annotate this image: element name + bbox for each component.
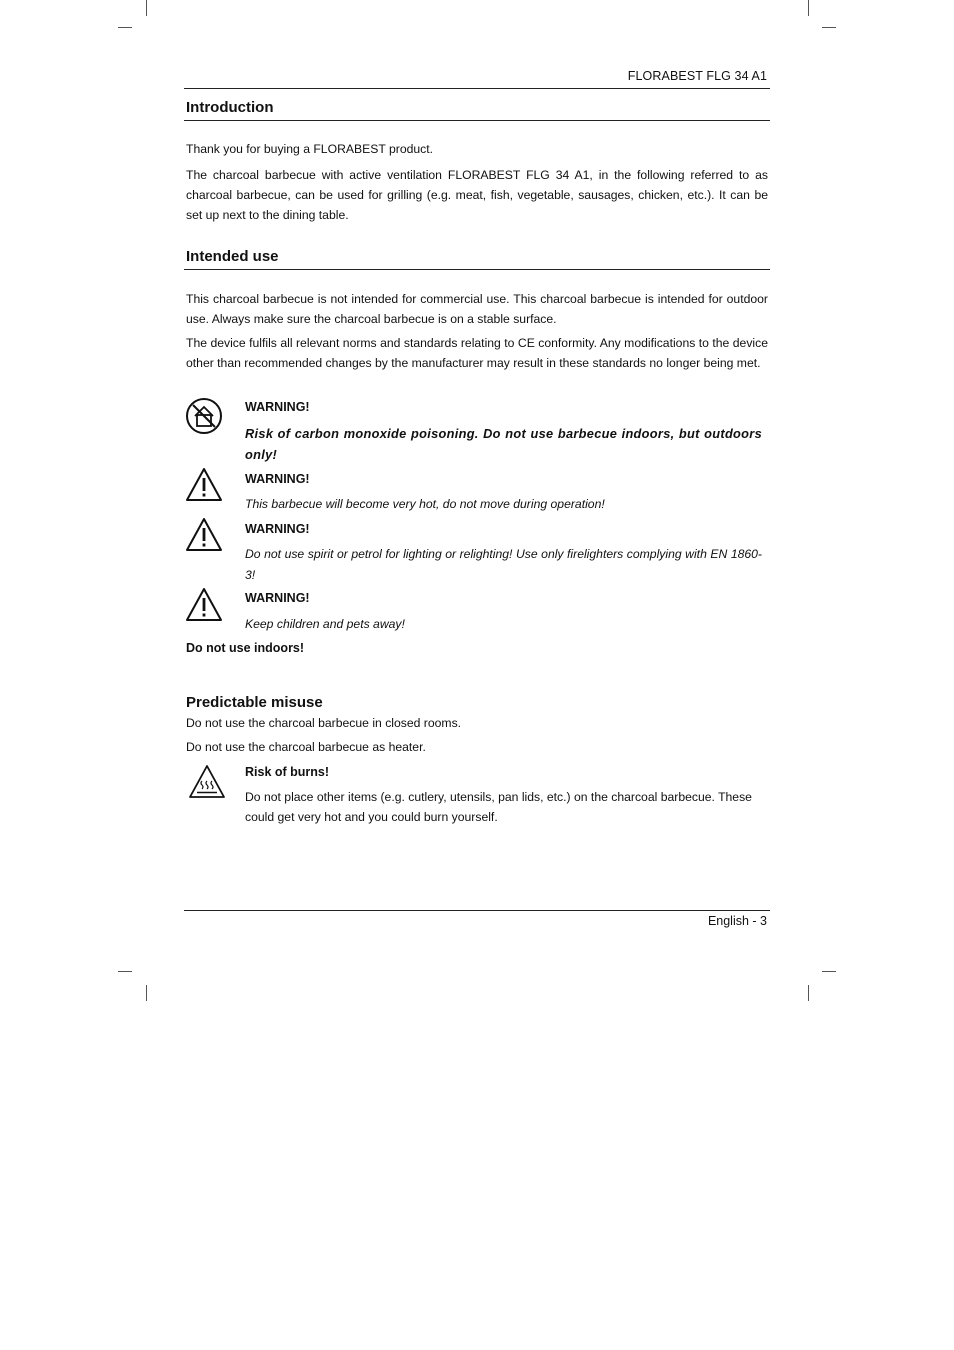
paragraph: Do not use the charcoal barbecue in closed rooms.	[186, 716, 462, 730]
warning-title: WARNING!	[245, 522, 310, 536]
paragraph: Do not use the charcoal barbecue as heater.	[186, 740, 426, 754]
crop-mark	[118, 27, 132, 28]
paragraph: The device fulfils all relevant norms and standards relating to CE conformity. Any modifications to the device other than recommended changes by the manufacturer may result in these standards no longer being met.	[186, 336, 768, 370]
document-header-title: FLORABEST FLG 34 A1	[627, 69, 767, 83]
warning-triangle-icon	[185, 517, 223, 555]
burn-warning-title: Risk of burns!	[245, 765, 330, 779]
crop-mark	[808, 985, 809, 1001]
crop-mark	[822, 27, 836, 28]
warning-triangle-icon	[185, 587, 223, 625]
closing-statement: Do not use indoors!	[186, 641, 305, 655]
no-indoor-use-icon	[185, 397, 223, 435]
burn-warning-text: Do not place other items (e.g. cutlery, utensils, pan lids, etc.) on the charcoal barbecue. These could get very hot and you could burn yourself.	[245, 790, 752, 824]
crop-mark	[822, 971, 836, 972]
paragraph: The charcoal barbecue with active ventilation FLORABEST FLG 34 A1, in the following referred to as charcoal barbecue, can be used for grilling (e.g. meat, fish, vegetable, sausages, chicken, etc.). It can be set up next to the dining table.	[186, 168, 768, 222]
crop-mark	[146, 985, 147, 1001]
warning-title: WARNING!	[245, 400, 310, 414]
section-heading-predictable-misuse: Predictable misuse	[186, 694, 323, 711]
section-heading-intended-use: Intended use	[186, 248, 279, 265]
warning-text: Keep children and pets away!	[245, 617, 405, 631]
crop-mark	[808, 0, 809, 16]
warning-title: WARNING!	[245, 472, 310, 486]
warning-title: WARNING!	[245, 591, 310, 605]
hot-surface-icon	[188, 764, 226, 802]
section-rule	[184, 120, 770, 121]
paragraph: Thank you for buying a FLORABEST product.	[186, 142, 434, 156]
crop-mark	[118, 971, 132, 972]
crop-mark	[146, 0, 147, 16]
header-rule	[184, 88, 770, 89]
section-heading-introduction: Introduction	[186, 99, 274, 116]
warning-text: Do not use spirit or petrol for lighting or relighting! Use only firelighters complying with EN 1860-3!	[245, 547, 762, 582]
warning-text: Risk of carbon monoxide poisoning. Do not use barbecue indoors, but outdoors only!	[245, 426, 762, 462]
footer-rule	[184, 910, 770, 911]
warning-triangle-icon	[185, 467, 223, 505]
page-number: English - 3	[707, 914, 767, 928]
section-rule	[184, 269, 770, 270]
warning-text: This barbecue will become very hot, do not move during operation!	[245, 497, 605, 511]
paragraph: This charcoal barbecue is not intended for commercial use. This charcoal barbecue is intended for outdoor use. Always make sure the charcoal barbecue is on a stable surface.	[186, 292, 768, 326]
